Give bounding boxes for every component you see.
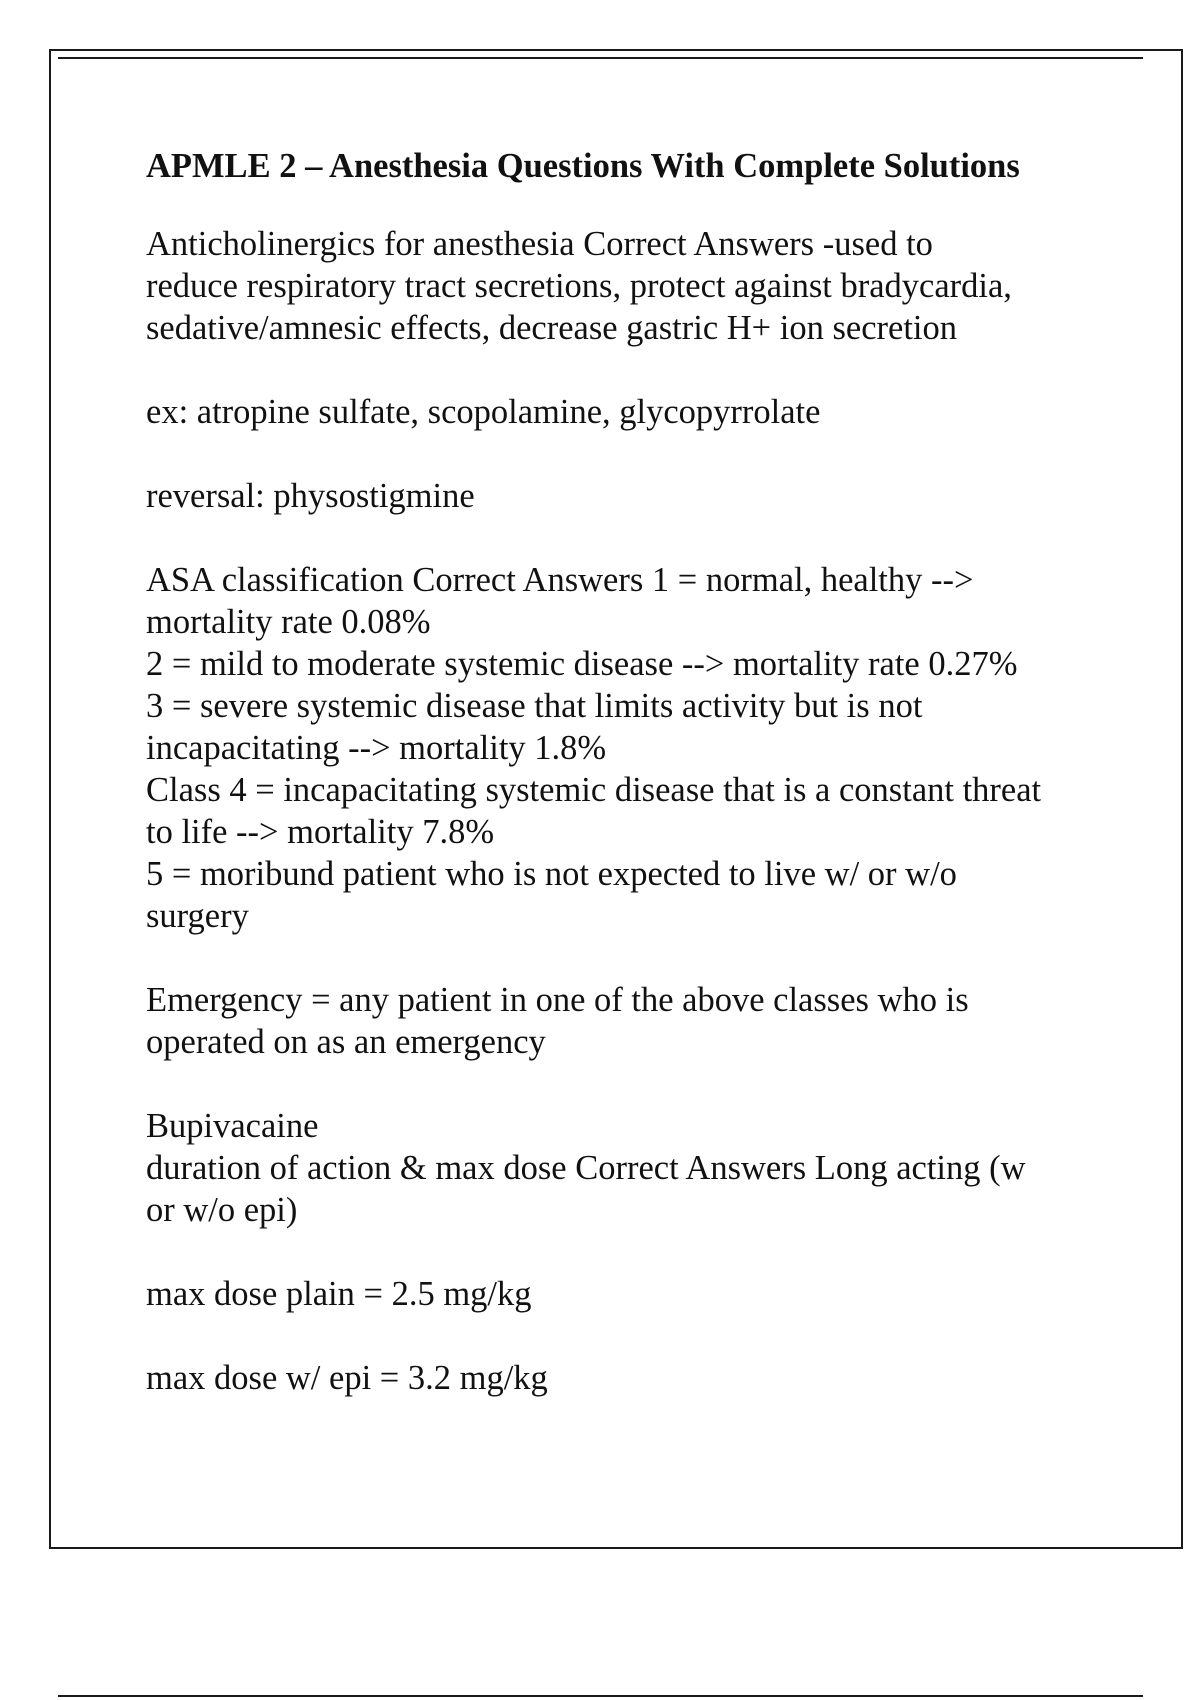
text-line: Emergency = any patient in one of the above classes who is bbox=[146, 981, 969, 1019]
text-line: incapacitating --> mortality 1.8% bbox=[146, 729, 607, 767]
text-line: ex: atropine sulfate, scopolamine, glycopyrrolate bbox=[146, 393, 821, 431]
text-line: Bupivacaine bbox=[146, 1107, 319, 1145]
text-line: duration of action & max dose Correct Answers Long acting (w bbox=[146, 1149, 1026, 1187]
paragraph-bupivacaine bbox=[146, 1105, 1106, 1231]
document-title: APMLE 2 – Anesthesia Questions With Complete Solutions bbox=[146, 147, 1020, 185]
paragraph-reversal bbox=[146, 475, 1106, 517]
text-line: max dose plain = 2.5 mg/kg bbox=[146, 1275, 532, 1313]
text-line: reduce respiratory tract secretions, protect against bradycardia, bbox=[146, 267, 1012, 305]
paragraph-anticholinergics bbox=[146, 223, 1106, 349]
paragraph-asa-classification bbox=[146, 559, 1106, 937]
text-line: 3 = severe systemic disease that limits activity but is not bbox=[146, 687, 923, 725]
text-line: mortality rate 0.08% bbox=[146, 603, 431, 641]
paragraph-examples bbox=[146, 391, 1106, 433]
text-line: 5 = moribund patient who is not expected to live w/ or w/o bbox=[146, 855, 957, 893]
text-line: surgery bbox=[146, 897, 249, 935]
text-line: to life --> mortality 7.8% bbox=[146, 813, 495, 851]
text-line: reversal: physostigmine bbox=[146, 477, 475, 515]
text-line: operated on as an emergency bbox=[146, 1023, 546, 1061]
text-line: max dose w/ epi = 3.2 mg/kg bbox=[146, 1359, 548, 1397]
text-line: sedative/amnesic effects, decrease gastric H+ ion secretion bbox=[146, 309, 958, 347]
paragraph-emergency bbox=[146, 979, 1106, 1063]
text-line: ASA classification Correct Answers 1 = normal, healthy --> bbox=[146, 561, 974, 599]
text-line: Anticholinergics for anesthesia Correct Answers -used to bbox=[146, 225, 933, 263]
text-line: Class 4 = incapacitating systemic disease that is a constant threat bbox=[146, 771, 1042, 809]
text-line: 2 = mild to moderate systemic disease --> mortality rate 0.27% bbox=[146, 645, 1018, 683]
paragraph-max-dose-epi bbox=[146, 1357, 1106, 1399]
bottom-rule bbox=[58, 1695, 1143, 1697]
text-line: or w/o epi) bbox=[146, 1191, 298, 1229]
document-body bbox=[146, 145, 1106, 1441]
paragraph-max-dose-plain bbox=[146, 1273, 1106, 1315]
